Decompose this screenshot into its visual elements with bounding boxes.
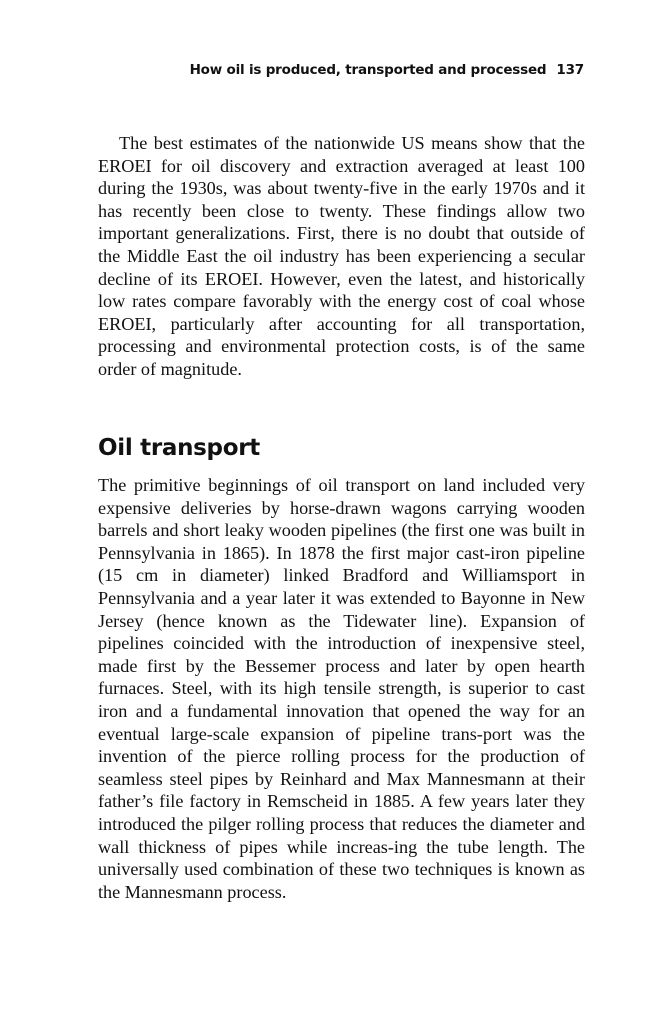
paragraph-eroei: The best estimates of the nationwide US means show that the EROEI for oil discovery and extraction averaged at least 100 during the 1930s, was about twenty-five in the early 1970s and it has recently been close to twenty. These findings allow two important generalizations. First, there is no doubt that outside of the Middle East the oil industry has been experiencing a secular decline of its EROEI. However, even the latest, and historically low rates compare favorably with the energy cost of coal whose EROEI, particularly after accounting for all transportation, processing and environmental protection costs, is of the same order of magnitude.: [98, 133, 585, 379]
running-head-title: How oil is produced, transported and processed: [189, 62, 547, 78]
running-head: [98, 60, 584, 80]
page-number: 137: [556, 62, 584, 78]
section-heading: Oil transport: [98, 435, 260, 461]
paragraph-oil-transport: The primitive beginnings of oil transport on land included very expensive deliveries by horse-drawn wagons carrying wooden barrels and short leaky wooden pipelines (the first one was built in Pennsylvania in 1865). In 1878 the first major cast-iron pipeline (15 cm in diameter) linked Bradford and Williamsport in Pennsylvania and a year later it was extended to Bayonne in New Jersey (hence known as the Tidewater line). Expansion of pipelines coincided with the introduction of inexpensive steel, made first by the Bessemer process and later by open hearth furnaces. Steel, with its high tensile strength, is superior to cast iron and a fundamental innovation that opened the way for an eventual large-scale expansion of pipeline trans-port was the invention of the pierce rolling process for the production of seamless steel pipes by Reinhard and Max Mannesmann at their father’s file factory in Remscheid in 1885. A few years later they introduced the pilger rolling process that reduces the diameter and wall thickness of pipes while increas-ing the tube length. The universally used combination of these two techniques is known as the Mannesmann process.: [98, 475, 585, 902]
